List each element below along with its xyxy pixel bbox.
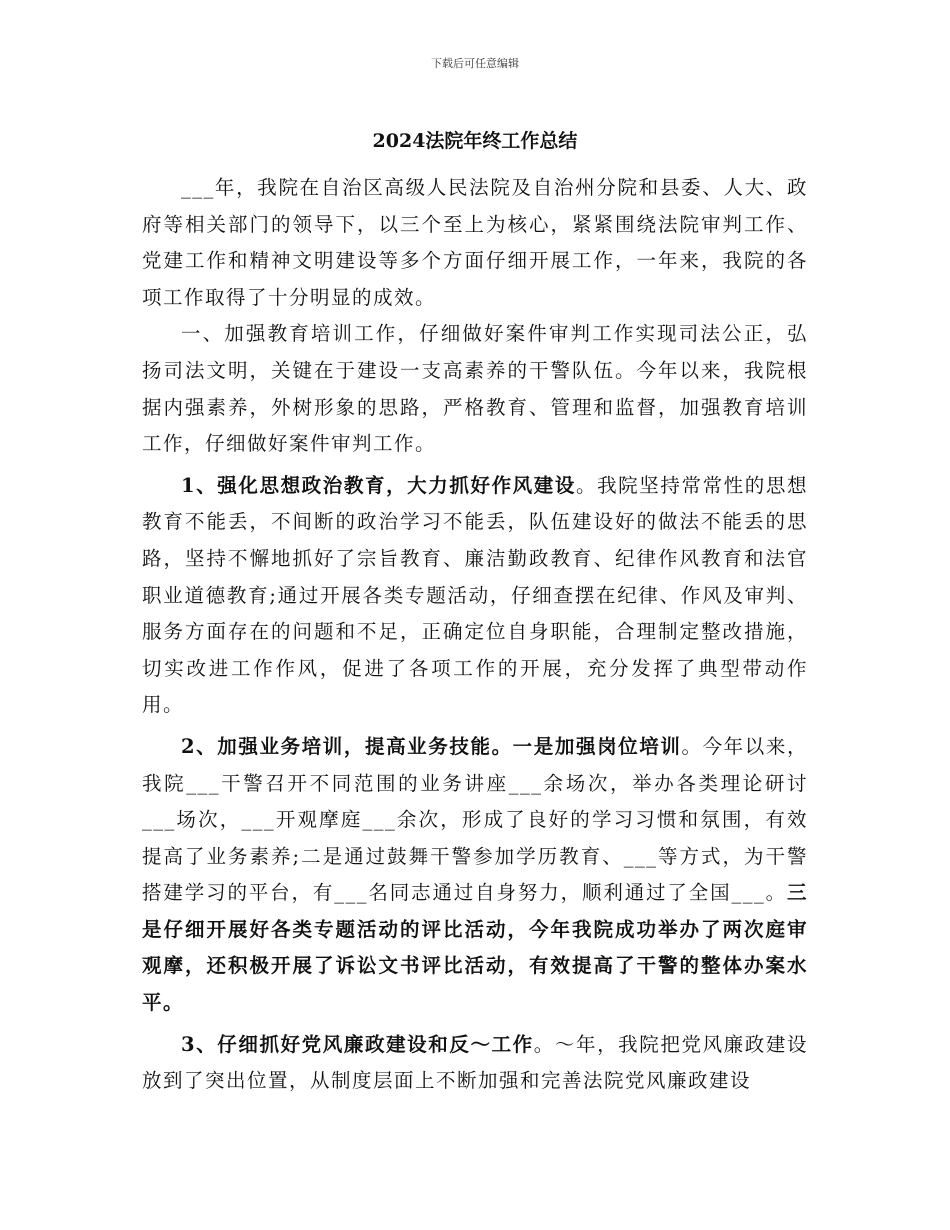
item-two-heading: 2、加强业务培训，提高业务技能。一是加强岗位培训 — [181, 734, 682, 758]
item-two-bold-tail: 三是仔细开展好各类专题活动的评比活动，今年我院成功举办了两次庭审观摩，还积极开展了诉讼文书评比活动，有效提高了干警的整体办案水平。 — [142, 881, 808, 1015]
paragraph-item-one — [142, 468, 808, 724]
item-one-text: 。我院坚持常常性的思想教育不能丢，不间断的政治学习不能丢，队伍建设好的做法不能丢的思路，坚持不懈地抓好了宗旨教育、廉洁勤政教育、纪律作风教育和法官职业道德教育;通过开展各类专题活动，仔细查摆在纪律、作风及审判、服务方面存在的问题和不足，正确定位自身职能，合理制定整改措施，切实改进工作作风，促进了各项工作的开展，充分发挥了典型带动作用。 — [142, 473, 808, 717]
document-title: 2024法院年终工作总结 — [372, 130, 578, 152]
item-three-text: 。～年，我院把党风廉政建设放到了突出位置，从制度层面上不断加强和完善法院党风廉政建设 — [142, 1032, 808, 1093]
paragraph-item-three — [142, 1027, 808, 1100]
item-one-heading: 1、强化思想政治教育，大力抓好作风建设 — [181, 473, 576, 497]
download-note: 下载后可任意编辑 — [431, 57, 519, 70]
paragraph-item-two — [142, 729, 808, 1022]
item-three-heading: 3、仔细抓好党风廉政建设和反～工作 — [181, 1032, 534, 1056]
paragraph-intro: ___年，我院在自治区高级人民法院及自治州分院和县委、人大、政府等相关部门的领导下，以三个至上为核心，紧紧围绕法院审判工作、党建工作和精神文明建设等多个方面仔细开展工作，一年来，我院的各项工作取得了十分明显的成效。 — [142, 176, 808, 309]
paragraph-section-one: 一、加强教育培训工作，仔细做好案件审判工作实现司法公正，弘扬司法文明，关键在于建设一支高素养的干警队伍。今年以来，我院根据内强素养，外树形象的思路，严格教育、管理和监督，加强教育培训工作，仔细做好案件审判工作。 — [142, 322, 808, 456]
item-two-text: 。今年以来，我院___干警召开不同范围的业务讲座___余场次，举办各类理论研讨___场次，___开观摩庭___余次，形成了良好的学习习惯和氛围，有效提高了业务素养;二是通过鼓舞干警参加学历教育、___等方式，为干警搭建学习的平台，有___名同志通过自身努力，顺利通过了全国___。 — [142, 734, 808, 905]
document-body — [142, 170, 808, 1100]
